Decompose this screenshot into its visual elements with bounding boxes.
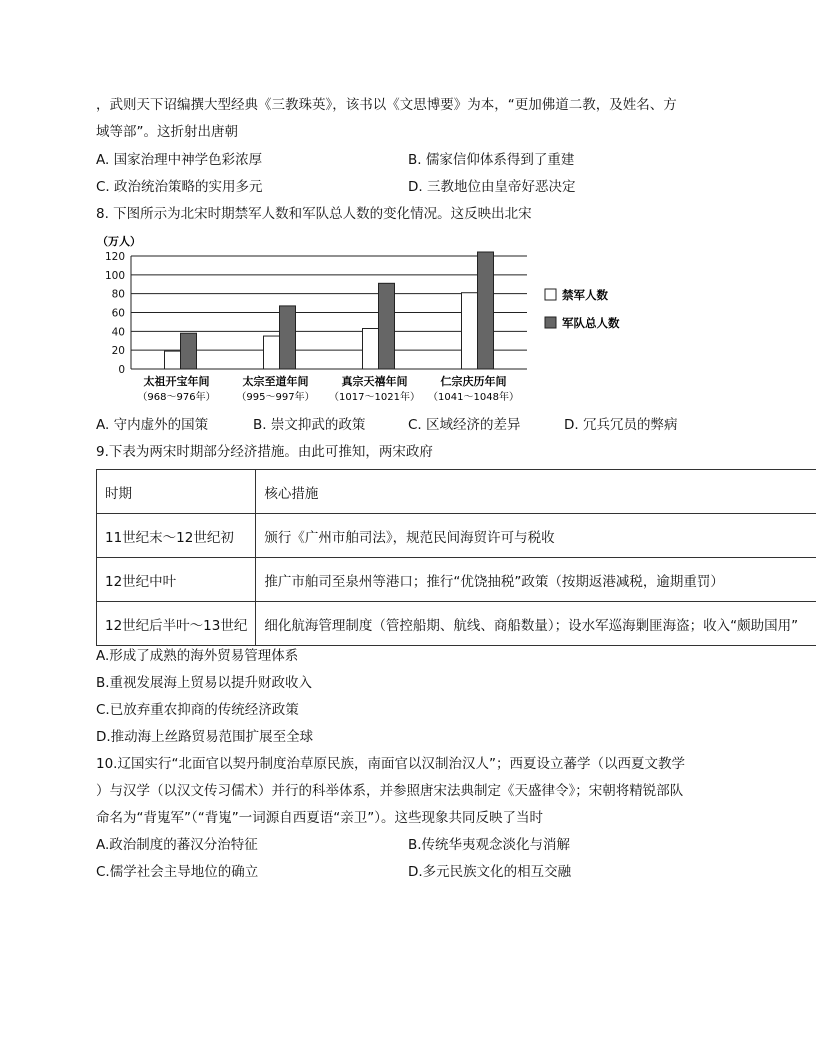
- x-tick-label: 真宗天禧年间: [341, 375, 408, 388]
- q7-option-c: C. 政治统治策略的实用多元: [96, 179, 263, 195]
- y-tick-label: 40: [111, 326, 125, 339]
- y-tick-label: 100: [104, 269, 125, 282]
- q9-option-c: C.已放弃重农抑商的传统经济政策: [96, 702, 299, 718]
- bar: [462, 293, 478, 369]
- y-tick-label: 0: [118, 364, 125, 376]
- bar: [379, 283, 395, 369]
- q9-option-d: D.推动海上丝路贸易范围扩展至全球: [96, 729, 314, 745]
- x-tick-label: 太祖开宝年间: [143, 375, 210, 388]
- q9-option-a: A.形成了成熟的海外贸易管理体系: [96, 648, 299, 664]
- chart-bars: [165, 252, 494, 369]
- chart-y-ticks: [105, 251, 125, 376]
- chart-x-labels: [137, 374, 519, 403]
- table-cell-measure: 推广市舶司至泉州等港口；推行“优饶抽税”政策（按期返港减税，逾期重罚）: [256, 558, 816, 602]
- q10-option-d: D.多元民族文化的相互交融: [408, 864, 572, 880]
- bar: [363, 329, 379, 369]
- bar-chart: [95, 232, 655, 404]
- q8-stem: 8. 下图所示为北宋时期禁军人数和军队总人数的变化情况。这反映出北宋: [96, 206, 532, 222]
- table-cell-period: 12世纪后半叶～13世纪: [97, 602, 256, 646]
- bar: [280, 306, 296, 369]
- x-tick-period: （1041～1048年）: [428, 392, 519, 403]
- q10-option-c: C.儒学社会主导地位的确立: [96, 864, 259, 880]
- q7-option-b: B. 儒家信仰体系得到了重建: [408, 152, 575, 168]
- q8-option-d: D. 冗兵冗员的弊病: [564, 417, 678, 433]
- q7-stem-line2: 域等部”。这折射出唐朝: [96, 124, 238, 140]
- table-header-period: 时期: [97, 470, 256, 514]
- table-row: [97, 602, 816, 646]
- legend-label: 军队总人数: [562, 316, 620, 330]
- chart-y-label: （万人）: [97, 235, 141, 248]
- q9-table: [96, 469, 816, 646]
- chart-legend: [545, 288, 620, 330]
- table-row: [97, 514, 816, 558]
- table-header-row: [97, 470, 816, 514]
- legend-swatch: [545, 317, 556, 328]
- q10-option-b: B.传统华夷观念淡化与消解: [408, 837, 571, 853]
- table-cell-period: 12世纪中叶: [97, 558, 256, 602]
- y-tick-label: 20: [111, 345, 125, 358]
- q8-option-c: C. 区域经济的差异: [408, 417, 521, 433]
- q9-stem: 9.下表为两宋时期部分经济措施。由此可推知，两宋政府: [96, 444, 433, 460]
- x-tick-period: （1017～1021年）: [329, 392, 420, 403]
- x-tick-period: （995～997年）: [236, 392, 315, 403]
- table-cell-measure: 颁行《广州市舶司法》，规范民间海贸许可与税收: [256, 514, 816, 558]
- table-cell-measure: 细化航海管理制度（管控船期、航线、商船数量）；设水军巡海剿匪海盗；收入“颇助国用”: [256, 602, 816, 646]
- x-tick-label: 太宗至道年间: [242, 375, 309, 388]
- q10-stem-line3: 命名为“背嵬军”（“背嵬”一词源自西夏语“亲卫”）。这些现象共同反映了当时: [96, 810, 543, 826]
- legend-swatch: [545, 289, 556, 300]
- bar: [181, 333, 197, 369]
- table-row: [97, 558, 816, 602]
- q8-option-b: B. 崇文抑武的政策: [253, 417, 366, 433]
- q9-option-b: B.重视发展海上贸易以提升财政收入: [96, 675, 313, 691]
- q7-option-d: D. 三教地位由皇帝好恶决定: [408, 179, 576, 195]
- table-header-measure: 核心措施: [256, 470, 816, 514]
- q8-option-a: A. 守内虚外的国策: [96, 417, 209, 433]
- bar: [165, 351, 181, 369]
- table-cell-period: 11世纪末～12世纪初: [97, 514, 256, 558]
- x-tick-label: 仁宗庆历年间: [440, 375, 507, 388]
- q7-option-a: A. 国家治理中神学色彩浓厚: [96, 152, 263, 168]
- bar: [264, 336, 280, 369]
- y-tick-label: 60: [111, 307, 125, 320]
- q10-stem-line2: ）与汉学（以汉文传习儒术）并行的科举体系，并参照唐宋法典制定《天盛律令》；宋朝将精锐部队: [96, 783, 684, 799]
- y-tick-label: 80: [111, 288, 125, 301]
- bar: [478, 252, 494, 369]
- legend-label: 禁军人数: [562, 288, 608, 302]
- x-tick-period: （968～976年）: [137, 392, 216, 403]
- y-tick-label: 120: [104, 251, 125, 263]
- q10-option-a: A.政治制度的蕃汉分治特征: [96, 837, 258, 853]
- q7-stem-line1: ，武则天下诏编撰大型经典《三教珠英》，该书以《文思博要》为本，“更加佛道二教，及姓名、方: [96, 97, 677, 113]
- q10-stem-line1: 10.辽国实行“北面官以契丹制度治草原民族，南面官以汉制治汉人”；西夏设立蕃学（以西夏文教学: [96, 756, 685, 772]
